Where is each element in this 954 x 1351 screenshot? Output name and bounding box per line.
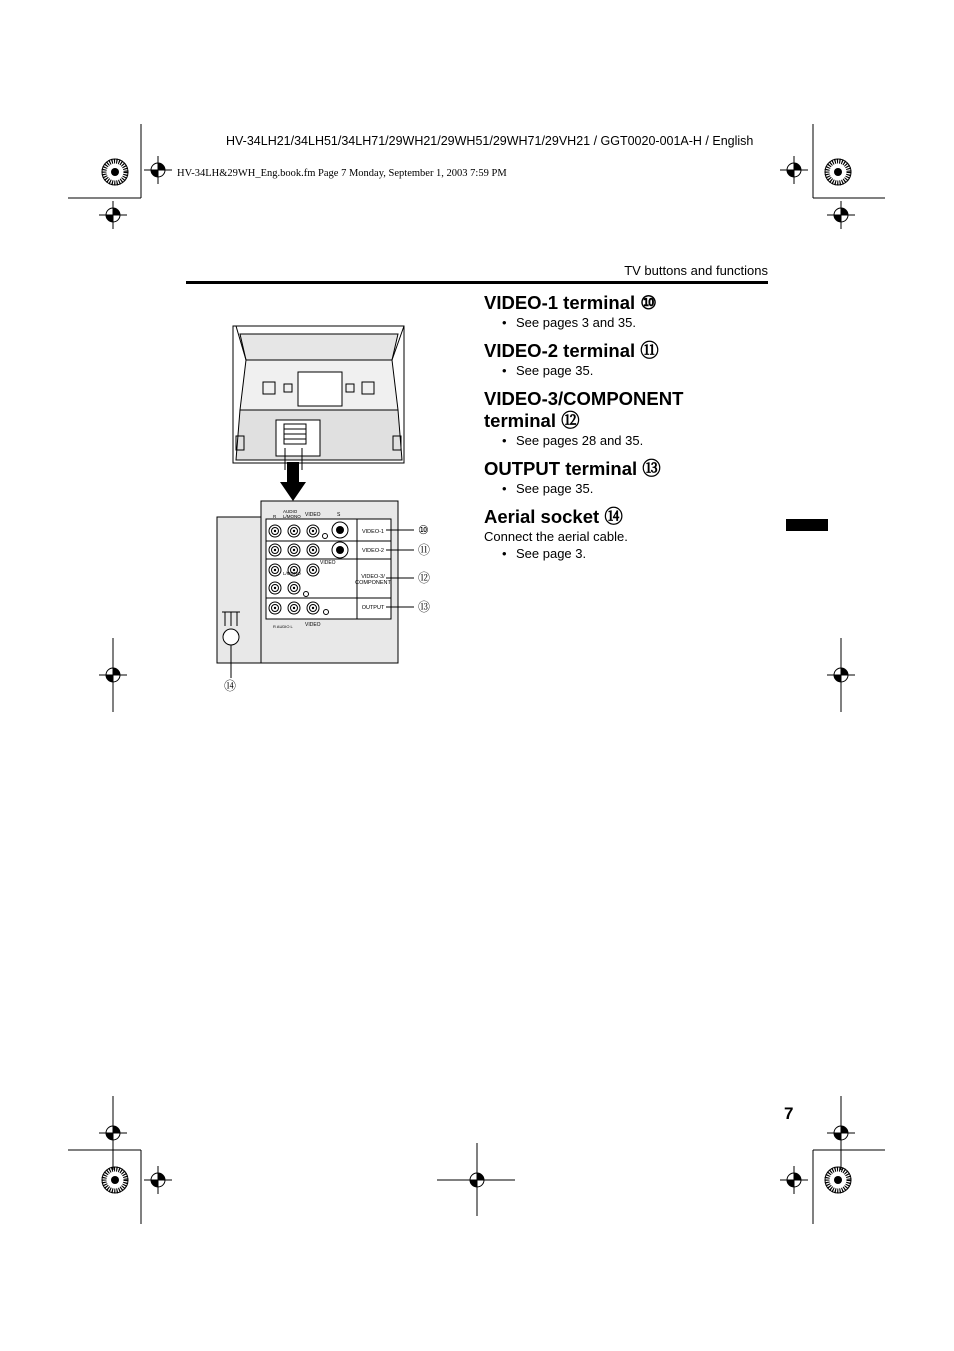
panel-label-video1: VIDEO-1 — [361, 529, 385, 535]
label-s: S — [337, 512, 341, 518]
panel-label-video3: VIDEO-3/ — [361, 574, 385, 580]
bullet-item: • See pages 28 and 35. — [484, 432, 784, 450]
label-video-out: VIDEO — [305, 622, 321, 628]
book-file-line: HV-34LH&29WH_Eng.book.fm Page 7 Monday, September 1, 2003 7:59 PM — [177, 168, 507, 179]
jack-icon — [269, 525, 281, 537]
bullet-item: • See page 35. — [484, 362, 784, 380]
panel-label-component: COMPONENT — [355, 580, 391, 586]
label-audio: AUDIO — [283, 509, 298, 514]
label-audio-out: R AUDIO L — [273, 624, 293, 629]
model-line: HV-34LH21/34LH51/34LH71/29WH21/29WH51/29WH71/29VH21 / GGT0020-001A-H / English — [226, 134, 754, 148]
section-output — [484, 458, 784, 498]
section-aerial — [484, 506, 784, 563]
section-title: VIDEO-1 terminal ⑩ — [484, 292, 657, 313]
page-number: 7 — [784, 1104, 794, 1123]
jack-icon — [269, 564, 281, 576]
jack-icon — [288, 602, 300, 614]
callout-11: ⑪ — [418, 543, 431, 557]
label-r: R — [273, 514, 277, 519]
bullet-item: • See page 35. — [484, 480, 784, 498]
terminal-panel — [217, 501, 398, 678]
section-video2 — [484, 340, 784, 380]
section-title: OUTPUT terminal ⑬ — [484, 458, 661, 479]
callout-12: ⑫ — [418, 571, 431, 585]
bullet-item: • See pages 3 and 35. — [484, 314, 784, 332]
panel-label-output: OUTPUT — [361, 605, 385, 611]
tv-rear-illustration — [233, 326, 404, 463]
section-title: Aerial socket ⑭ — [484, 506, 623, 527]
panel-label-video2: VIDEO-2 — [361, 548, 385, 554]
label-video-3: VIDEO — [320, 560, 336, 566]
jack-icon — [269, 602, 281, 614]
jack-icon — [288, 582, 300, 594]
label-l-mono-3: L/MONO — [283, 571, 301, 576]
section-title: VIDEO-3/COMPONENT terminal ⑫ — [484, 388, 684, 431]
jack-icon — [307, 564, 319, 576]
label-l-mono: L/MONO — [283, 514, 301, 519]
section-description: Connect the aerial cable. — [484, 529, 628, 544]
jack-icon — [307, 602, 319, 614]
jack-icon — [307, 544, 319, 556]
terminal-descriptions — [484, 292, 784, 571]
callout-13: ⑬ — [418, 600, 431, 614]
aerial-socket-icon — [223, 629, 239, 645]
jack-icon — [269, 544, 281, 556]
crop-marks — [68, 124, 885, 1224]
jack-icon — [288, 525, 300, 537]
jack-icon — [307, 525, 319, 537]
section-title: VIDEO-2 terminal ⑪ — [484, 340, 659, 361]
jack-icon — [269, 582, 281, 594]
jack-icon — [288, 544, 300, 556]
callout-14: ⑭ — [224, 679, 237, 693]
section-video3-component — [484, 388, 784, 450]
section-label: TV buttons and functions — [624, 263, 768, 278]
bullet-item: • See page 3. — [484, 545, 784, 563]
label-video: VIDEO — [305, 512, 321, 518]
section-video1 — [484, 292, 784, 332]
callout-10: ⑩ — [418, 523, 429, 537]
